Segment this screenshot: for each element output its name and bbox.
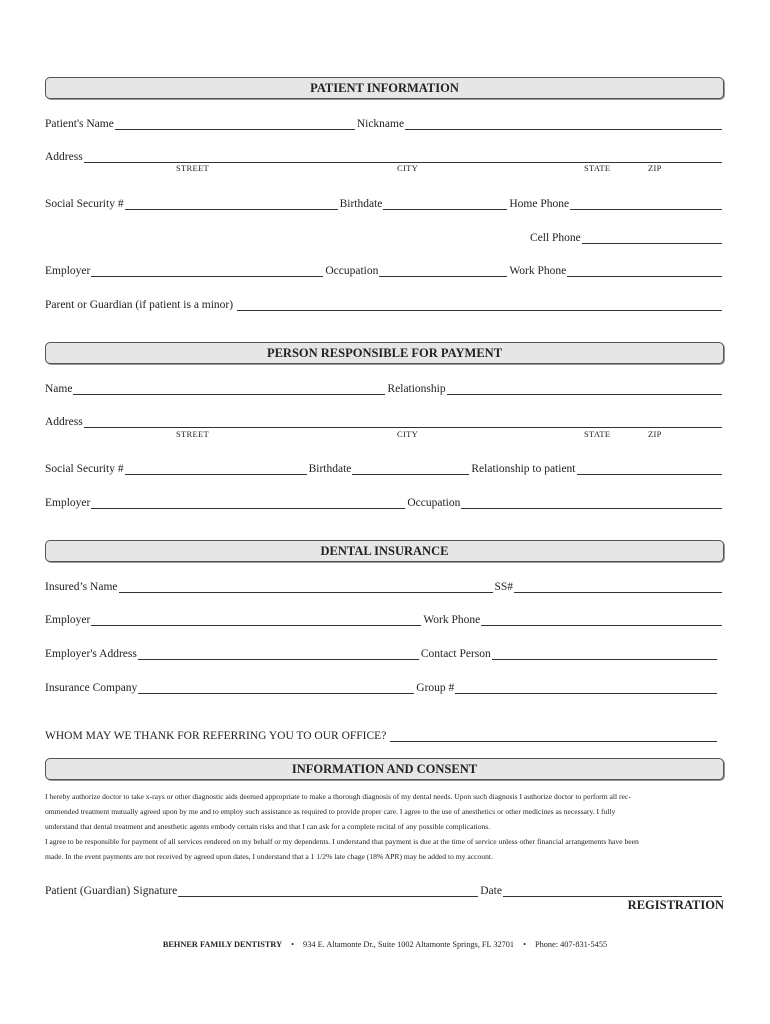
row-signature [45, 881, 724, 897]
footer [0, 940, 770, 949]
row-payer-ssn [45, 459, 724, 475]
signature-label: Patient (Guardian) Signature [45, 885, 178, 897]
group-number-label: Group # [416, 682, 455, 694]
work-phone-field[interactable] [567, 264, 722, 277]
home-phone-field[interactable] [570, 197, 722, 210]
row-patient-address [45, 147, 724, 163]
patient-street-caption: STREET [176, 163, 209, 173]
contact-person-field[interactable] [492, 647, 717, 660]
group-number-field[interactable] [455, 681, 717, 694]
employer-address-field[interactable] [138, 647, 419, 660]
payer-address-field[interactable] [84, 415, 722, 428]
payer-employer-label: Employer [45, 497, 91, 509]
patient-name-field[interactable] [115, 117, 355, 130]
payer-street-caption: STREET [176, 429, 209, 439]
patient-birthdate-label: Birthdate [339, 198, 383, 210]
cell-phone-field[interactable] [582, 231, 722, 244]
consent-text [45, 789, 730, 864]
guardian-label: Parent or Guardian (if patient is a minor) [45, 299, 234, 311]
footer-phone: Phone: 407-831-5455 [534, 940, 608, 949]
patient-birthdate-field[interactable] [383, 197, 507, 210]
patient-occupation-label: Occupation [325, 265, 379, 277]
contact-person-label: Contact Person [420, 648, 491, 660]
patient-name-label: Patient's Name [45, 118, 114, 130]
consent-line-4: I agree to be responsible for payment of all services rendered on my behalf or my dependents. I understand that payment is due at the time of service unless other financial arrangements have been [45, 837, 639, 846]
patient-city-caption: CITY [397, 163, 419, 173]
row-guardian [45, 295, 724, 311]
payer-occupation-field[interactable] [461, 496, 722, 509]
payer-occupation-label: Occupation [407, 497, 461, 509]
row-patient-name [45, 114, 724, 130]
payer-name-field[interactable] [73, 382, 385, 395]
employer-address-label: Employer's Address [45, 648, 137, 660]
section-header-consent: INFORMATION AND CONSENT [45, 758, 724, 780]
patient-address-label: Address [45, 151, 83, 163]
relationship-to-patient-field[interactable] [577, 462, 723, 475]
patient-occupation-field[interactable] [379, 264, 507, 277]
row-patient-ssn [45, 194, 724, 210]
home-phone-label: Home Phone [509, 198, 570, 210]
relationship-to-patient-label: Relationship to patient [471, 463, 576, 475]
insured-ss-field[interactable] [514, 580, 722, 593]
footer-bullet: • [523, 940, 526, 949]
work-phone-label: Work Phone [509, 265, 567, 277]
insurance-company-field[interactable] [138, 681, 414, 694]
insurance-company-label: Insurance Company [45, 682, 138, 694]
payer-birthdate-field[interactable] [352, 462, 469, 475]
patient-address-field[interactable] [84, 150, 722, 163]
insurance-employer-field[interactable] [91, 613, 421, 626]
patient-employer-label: Employer [45, 265, 91, 277]
footer-address: 934 E. Altamonte Dr., Suite 1002 Altamonte Springs, FL 32701 [303, 940, 515, 949]
section-header-payment: PERSON RESPONSIBLE FOR PAYMENT [45, 342, 724, 364]
insurance-work-phone-label: Work Phone [423, 614, 481, 626]
registration-title: REGISTRATION [627, 898, 724, 912]
insurance-work-phone-field[interactable] [481, 613, 722, 626]
referral-field[interactable] [390, 729, 717, 742]
payer-ssn-label: Social Security # [45, 463, 124, 475]
guardian-field[interactable] [237, 298, 722, 311]
patient-ssn-field[interactable] [125, 197, 338, 210]
patient-ssn-label: Social Security # [45, 198, 124, 210]
row-payer-name [45, 379, 724, 395]
row-insured-name [45, 577, 724, 593]
section-header-patient-information: PATIENT INFORMATION [45, 77, 724, 99]
consent-line-5: made. In the event payments are not received by agreed upon dates, I understand that a 1 1/2% late chage (18% APR) may be added to my account. [45, 852, 493, 861]
insured-ss-label: SS# [494, 581, 514, 593]
payer-address-label: Address [45, 416, 83, 428]
row-patient-employer [45, 261, 724, 277]
row-referral [45, 726, 719, 742]
nickname-field[interactable] [405, 117, 722, 130]
footer-bullet: • [291, 940, 295, 949]
insured-name-label: Insured’s Name [45, 581, 118, 593]
row-cell-phone [530, 228, 724, 244]
payer-ssn-field[interactable] [125, 462, 307, 475]
payer-city-caption: CITY [397, 429, 419, 439]
insured-name-field[interactable] [119, 580, 493, 593]
payer-name-label: Name [45, 383, 73, 395]
payer-relationship-field[interactable] [447, 382, 722, 395]
patient-zip-caption: ZIP [648, 163, 662, 173]
insurance-employer-label: Employer [45, 614, 91, 626]
payer-zip-caption: ZIP [648, 429, 662, 439]
patient-employer-field[interactable] [91, 264, 323, 277]
row-payer-employer [45, 493, 724, 509]
payer-relationship-label: Relationship [387, 383, 446, 395]
consent-line-2: ommended treatment mutually agreed upon by me and to employ such assistance as required to provide proper care. I agree to the use of anesthetics or other medicines as necessary. I fully [45, 807, 616, 816]
referral-label: WHOM MAY WE THANK FOR REFERRING YOU TO OUR OFFICE? [45, 730, 387, 742]
cell-phone-label: Cell Phone [530, 232, 581, 244]
consent-line-3: understand that dental treatment and anesthetic agents embody certain risks and that I can ask for a complete recital of any possible complications. [45, 822, 491, 831]
row-employer-address [45, 644, 719, 660]
nickname-label: Nickname [356, 118, 405, 130]
signature-field[interactable] [178, 884, 478, 897]
footer-practice-name: BEHNER FAMILY DENTISTRY [162, 940, 283, 949]
row-payer-address [45, 412, 724, 428]
signature-date-label: Date [480, 885, 502, 897]
payer-state-caption: STATE [584, 429, 611, 439]
consent-line-1: I hereby authorize doctor to take x-rays or other diagnostic aids deemed appropriate to make a thorough diagnosis of my dental needs. Upon such diagnosis I authorize doctor to perform all rec- [45, 792, 631, 801]
row-insurance-employer [45, 610, 724, 626]
payer-employer-field[interactable] [91, 496, 405, 509]
payer-birthdate-label: Birthdate [308, 463, 352, 475]
row-insurance-company [45, 678, 719, 694]
patient-state-caption: STATE [584, 163, 611, 173]
signature-date-field[interactable] [503, 884, 722, 897]
section-header-dental-insurance: DENTAL INSURANCE [45, 540, 724, 562]
